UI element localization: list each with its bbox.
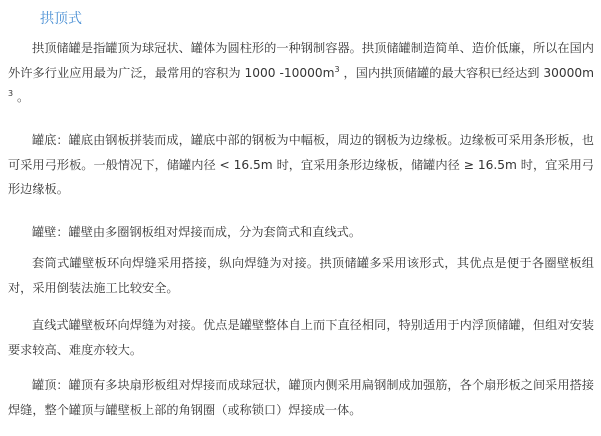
paragraph-straight-wall: 直线式罐壁板环向焊缝为对接。优点是罐壁整体自上而下直径相同，特别适用于内浮顶储罐，但组对安装要求较高、难度亦较大。 <box>8 318 594 357</box>
intro-text-3: 。 <box>13 90 30 104</box>
intro-text-2: ，国内拱顶储罐的最大容积已经达到 30000m <box>339 65 595 80</box>
paragraph-tank-bottom: 罐底：罐底由钢板拼装而成，罐底中部的钢板为中幅板，周边的钢板为边缘板。边缘板可采用条形板，也可采用弓形板。一般情况下，储罐内径 < 16.5m 时，宜采用条形边缘板，储罐内径 ≥ 16.5m 时，宜采用弓形边缘板。 <box>8 133 594 196</box>
intro-text-1: 拱顶储罐是指罐顶为球冠状、罐体为圆柱形的一种钢制容器。拱顶储罐制造简单、造价低廉，所以在国内外许多行业应用最为广泛，最常用的容积为 1000 -10000m <box>8 41 594 80</box>
paragraph-intro <box>8 36 594 110</box>
unit-superscript-1: 3 <box>334 64 340 74</box>
paragraph-tank-wall: 罐壁：罐壁由多圈钢板组对焊接而成，分为套筒式和直线式。 <box>32 225 362 239</box>
section-heading: 拱顶式 <box>40 11 82 27</box>
paragraph-telescopic-wall: 套筒式罐壁板环向焊缝采用搭接，纵向焊缝为对接。拱顶储罐多采用该形式，其优点是便于各圈壁板组对，采用倒装法施工比较安全。 <box>8 256 594 295</box>
paragraph-tank-roof: 罐顶：罐顶有多块扇形板组对焊接而成球冠状，罐顶内侧采用扁钢制成加强筋，各个扇形板之间采用搭接焊缝，整个罐顶与罐壁板上部的角钢圈（或称锁口）焊接成一体。 <box>8 378 594 417</box>
unit-superscript-2: 3 <box>8 88 14 98</box>
